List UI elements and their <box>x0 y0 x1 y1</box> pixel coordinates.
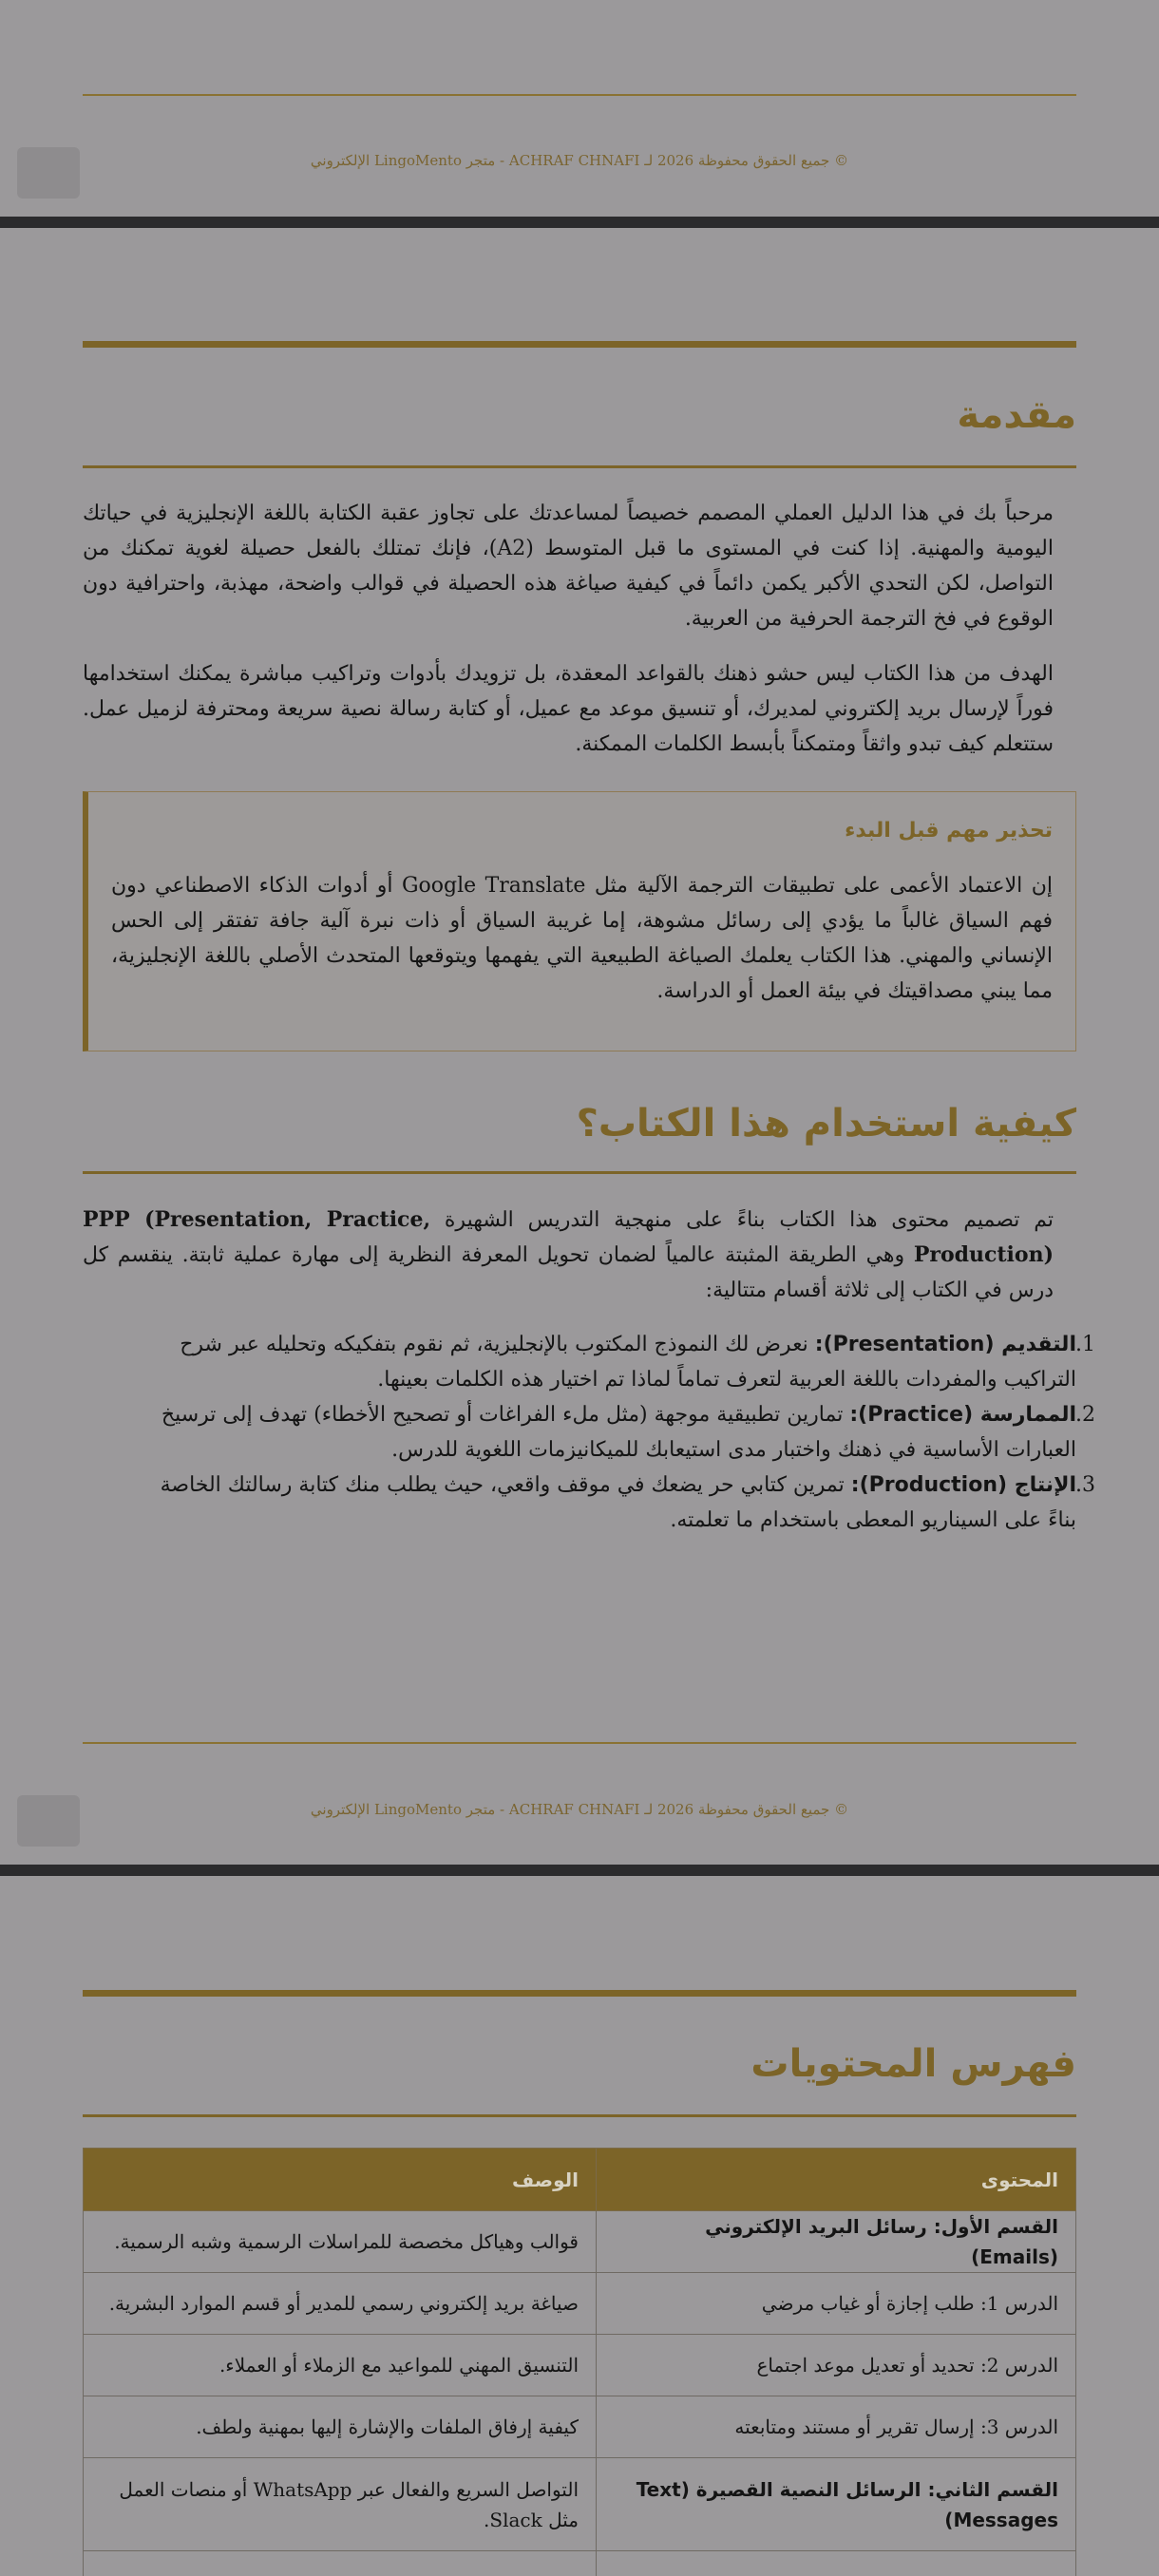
footer-divider <box>83 1742 1076 1744</box>
page-top-rule <box>83 341 1076 348</box>
toc-cell-content: القسم الأول: رسائل البريد الإلكتروني (Emails) <box>597 2211 1076 2273</box>
list-item-number: 2. <box>1075 1403 1095 1427</box>
toc-cell-content: الدرس 1: طلب إجازة أو غياب مرضي <box>597 2273 1076 2335</box>
table-row <box>84 2335 1076 2396</box>
howto-intro-c: وهي الطريقة المثبتة عالمياً لضمان تحويل المعرفة النظرية إلى مهارة عملية ثابتة. ينقسم كل درس في الكتاب إلى ثلاثة أقسام متتالية: <box>83 1243 1054 1302</box>
list-item <box>142 1397 1095 1468</box>
warning-callout <box>83 791 1076 1051</box>
toc-header-description: الوصف <box>84 2149 597 2211</box>
list-item-term: التقديم (Presentation): <box>814 1333 1076 1356</box>
list-item <box>142 1327 1095 1397</box>
list-item-text: تمرين كتابي حر يضعك في موقف واقعي، حيث يطلب منك كتابة رسالتك الخاصة بناءً على السيناريو المعطى باستخدام ما تعلمته. <box>160 1473 1076 1532</box>
toc-cell-description: كيفية إرفاق الملفات والإشارة إليها بمهنية ولطف. <box>84 2396 597 2458</box>
howto-intro-a: تم تصميم محتوى هذا الكتاب بناءً على منهجية التدريس الشهيرة <box>430 1208 1054 1232</box>
toc-cell-content: الدرس 3: إرسال تقرير أو مستند ومتابعته <box>597 2396 1076 2458</box>
toc-table <box>83 2148 1076 2576</box>
howto-title: كيفية استخدام هذا الكتاب؟ <box>576 1102 1076 1146</box>
footer-copyright: © جميع الحقوق محفوظة 2026 لـ ACHRAF CHNAFI - متجر LingoMento الإلكتروني <box>310 152 849 169</box>
list-item-term: الإنتاج (Production): <box>850 1473 1076 1497</box>
footer-copyright: © جميع الحقوق محفوظة 2026 لـ ACHRAF CHNAFI - متجر LingoMento الإلكتروني <box>310 1801 849 1818</box>
table-row <box>84 2458 1076 2551</box>
intro-title-rule <box>83 465 1076 468</box>
list-item-number: 3. <box>1075 1473 1095 1497</box>
howto-intro <box>83 1203 1076 1308</box>
list-item-text: نعرض لك النموذج المكتوب بالإنجليزية، ثم نقوم بتفكيكه وتحليله عبر شرح التراكيب والمفردات باللغة العربية لتعرف تماماً لماذا تم اختيار هذه الكلمات بعينها. <box>180 1333 1076 1392</box>
howto-title-rule <box>83 1171 1076 1174</box>
toc-title-rule <box>83 2114 1076 2117</box>
toc-title: فهرس المحتويات <box>750 2042 1076 2086</box>
toc-cell-description <box>84 2551 597 2576</box>
list-item-term: الممارسة (Practice): <box>849 1403 1076 1427</box>
list-item <box>142 1468 1095 1538</box>
list-item-number: 1. <box>1075 1333 1095 1356</box>
toc-cell-content: الدرس 2: تحديد أو تعديل موعد اجتماع <box>597 2335 1076 2396</box>
toc-header-row <box>84 2149 1076 2211</box>
toc-cell-description: صياغة بريد إلكتروني رسمي للمدير أو قسم الموارد البشرية. <box>84 2273 597 2335</box>
page-top-rule <box>83 1990 1076 1997</box>
page-separator <box>0 1865 1159 1876</box>
howto-intro-method: PPP (Presentation, Practice, Production) <box>83 1207 1054 1267</box>
table-row <box>84 2551 1076 2576</box>
table-row <box>84 2396 1076 2458</box>
warning-body: إن الاعتماد الأعمى على تطبيقات الترجمة الآلية مثل Google Translate أو أدوات الذكاء الاصطناعي دون فهم السياق غالباً ما يؤدي إلى رسائل مشوهة، إما غريبة السياق أو ذات نبرة آلية جافة تفتقر إلى الحس الإنساني والمهني. هذا الكتاب يعلمك الصياغة الطبيعية التي يفهمها ويتوقعها المتحدث الأصلي باللغة الإنجليزية، مما يبني مصداقيتك في بيئة العمل أو الدراسة. <box>111 874 1053 1003</box>
toc-cell-description: التواصل السريع والفعال عبر WhatsApp أو منصات العمل مثل Slack. <box>84 2458 597 2551</box>
intro-paragraph-1: مرحباً بك في هذا الدليل العملي المصمم خصيصاً لمساعدتك على تجاوز عقبة الكتابة باللغة الإنجليزية في حياتك اليومية والمهنية. إذا كنت في المستوى ما قبل المتوسط (A2)، فإنك تمتلك بالفعل حصيلة لغوية تمكنك من التواصل، لكن التحدي الأكبر يكمن دائماً في كيفية صياغة هذه الحصيلة في قوالب واضحة، مهذبة، واحترافية دون الوقوع في فخ الترجمة الحرفية من العربية. <box>83 502 1054 631</box>
list-item-text: تمارين تطبيقية موجهة (مثل ملء الفراغات أو تصحيح الأخطاء) تهدف إلى ترسيخ العبارات الأساسية في ذهنك واختبار مدى استيعابك للميكانيزمات اللغوية للدرس. <box>161 1403 1076 1462</box>
intro-paragraph-2: الهدف من هذا الكتاب ليس حشو ذهنك بالقواعد المعقدة، بل تزويدك بأدوات وتراكيب مباشرة يمكنك استخدامها فوراً لإرسال بريد إلكتروني لمديرك، أو تنسيق موعد مع عميل، أو كتابة رسالة نصية سريعة ومحترفة لزميل عمل. ستتعلم كيف تبدو واثقاً ومتمكناً بأبسط الكلمات الممكنة. <box>83 662 1054 756</box>
intro-title: مقدمة <box>957 393 1076 437</box>
toc-cell-description: قوالب وهياكل مخصصة للمراسلات الرسمية وشبه الرسمية. <box>84 2211 597 2273</box>
side-button[interactable] <box>17 147 80 199</box>
toc-cell-content <box>597 2551 1076 2576</box>
side-button[interactable] <box>17 1795 80 1847</box>
toc-header-content: المحتوى <box>597 2149 1076 2211</box>
page-separator <box>0 217 1159 228</box>
warning-title: تحذير مهم قبل البدء <box>845 819 1053 843</box>
table-row <box>84 2273 1076 2335</box>
toc-cell-description: التنسيق المهني للمواعيد مع الزملاء أو العملاء. <box>84 2335 597 2396</box>
footer-divider <box>83 94 1076 96</box>
toc-cell-content: القسم الثاني: الرسائل النصية القصيرة (Text Messages) <box>597 2458 1076 2551</box>
table-row <box>84 2211 1076 2273</box>
howto-steps-list <box>142 1327 1095 1538</box>
